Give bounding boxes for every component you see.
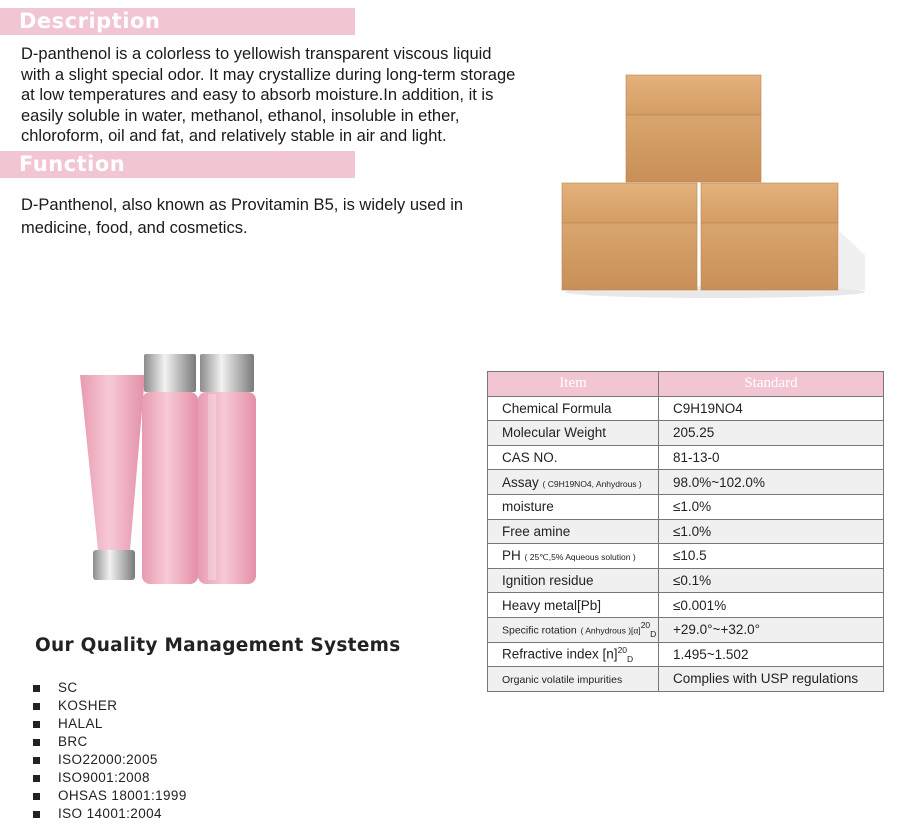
table-row — [488, 445, 884, 470]
table-row — [488, 494, 884, 519]
standard-cell: Complies with USP regulations — [659, 667, 884, 692]
function-line: medicine, food, and cosmetics. — [21, 219, 248, 237]
list-item: SC — [33, 679, 187, 697]
list-item: OHSAS 18001:1999 — [33, 787, 187, 805]
table-header-row — [488, 372, 884, 397]
standard-cell: ≤0.1% — [659, 568, 884, 593]
item-cell: moisture — [488, 494, 659, 519]
quality-list — [33, 679, 187, 823]
bullet-square-icon — [33, 775, 40, 782]
table-row — [488, 470, 884, 495]
list-item: ISO22000:2005 — [33, 751, 187, 769]
cosmetic-bottles-image — [70, 350, 270, 590]
function-text — [21, 194, 521, 240]
description-line: with a slight special odor. It may crystallize during long-term storage — [21, 65, 516, 84]
bullet-square-icon — [33, 703, 40, 710]
bullet-square-icon — [33, 685, 40, 692]
table-row — [488, 642, 884, 667]
table-row — [488, 568, 884, 593]
description-line: D-panthenol is a colorless to yellowish transparent viscous liquid — [21, 45, 492, 63]
list-item: BRC — [33, 733, 187, 751]
function-heading: Function — [19, 152, 126, 176]
bullet-square-icon — [33, 721, 40, 728]
quality-heading: Our Quality Management Systems — [35, 635, 401, 656]
description-heading: Description — [19, 9, 161, 33]
table-row — [488, 593, 884, 618]
standard-cell: 1.495~1.502 — [659, 642, 884, 667]
bullet-square-icon — [33, 739, 40, 746]
description-header-bar — [0, 8, 355, 35]
function-line: D-Panthenol, also known as Provitamin B5, is widely used in — [21, 196, 464, 214]
column-header-standard: Standard — [659, 372, 884, 397]
table-row — [488, 617, 884, 642]
item-cell: Ignition residue — [488, 568, 659, 593]
cardboard-boxes-image — [555, 70, 875, 302]
standard-cell: ≤1.0% — [659, 494, 884, 519]
standard-cell: 81-13-0 — [659, 445, 884, 470]
item-cell: CAS NO. — [488, 445, 659, 470]
table-row — [488, 544, 884, 569]
standard-cell: 98.0%~102.0% — [659, 470, 884, 495]
standard-cell: ≤1.0% — [659, 519, 884, 544]
table-row — [488, 667, 884, 692]
standard-cell: 205.25 — [659, 421, 884, 446]
description-line: at low temperatures and easy to absorb moisture.In addition, it is — [21, 86, 494, 104]
list-item: ISO 14001:2004 — [33, 805, 187, 823]
list-item: ISO9001:2008 — [33, 769, 187, 787]
table-row — [488, 396, 884, 421]
standard-cell: ≤10.5 — [659, 544, 884, 569]
item-cell: Heavy metal[Pb] — [488, 593, 659, 618]
description-text — [21, 44, 551, 147]
item-cell: Free amine — [488, 519, 659, 544]
description-line: easily soluble in water, methanol, ethanol, insoluble in ether, — [21, 106, 460, 125]
standard-cell: ≤0.001% — [659, 593, 884, 618]
bullet-square-icon — [33, 793, 40, 800]
bullet-square-icon — [33, 757, 40, 764]
item-cell: Organic volatile impurities — [488, 667, 659, 692]
spec-table — [487, 371, 884, 692]
standard-cell: +29.0°~+32.0° — [659, 617, 884, 642]
item-cell: Molecular Weight — [488, 421, 659, 446]
list-item: HALAL — [33, 715, 187, 733]
item-cell: Refractive index $[n]^{20}_D$ — [488, 642, 659, 667]
bullet-square-icon — [33, 811, 40, 818]
function-header-bar — [0, 151, 355, 178]
standard-cell: C9H19NO4 — [659, 396, 884, 421]
table-row — [488, 519, 884, 544]
description-line: chloroform, oil and fat, and relatively stable in air and light. — [21, 127, 447, 145]
item-cell: Chemical Formula — [488, 396, 659, 421]
list-item: KOSHER — [33, 697, 187, 715]
table-row — [488, 421, 884, 446]
column-header-item: Item — [488, 372, 659, 397]
item-cell: Assay ( C9H19NO4, Anhydrous ) — [488, 470, 659, 495]
item-cell: PH ( 25℃,5% Aqueous solution ) — [488, 544, 659, 569]
item-cell: Specific rotation ( Anhydrous )$[\alpha]^{20}_D$ — [488, 617, 659, 642]
